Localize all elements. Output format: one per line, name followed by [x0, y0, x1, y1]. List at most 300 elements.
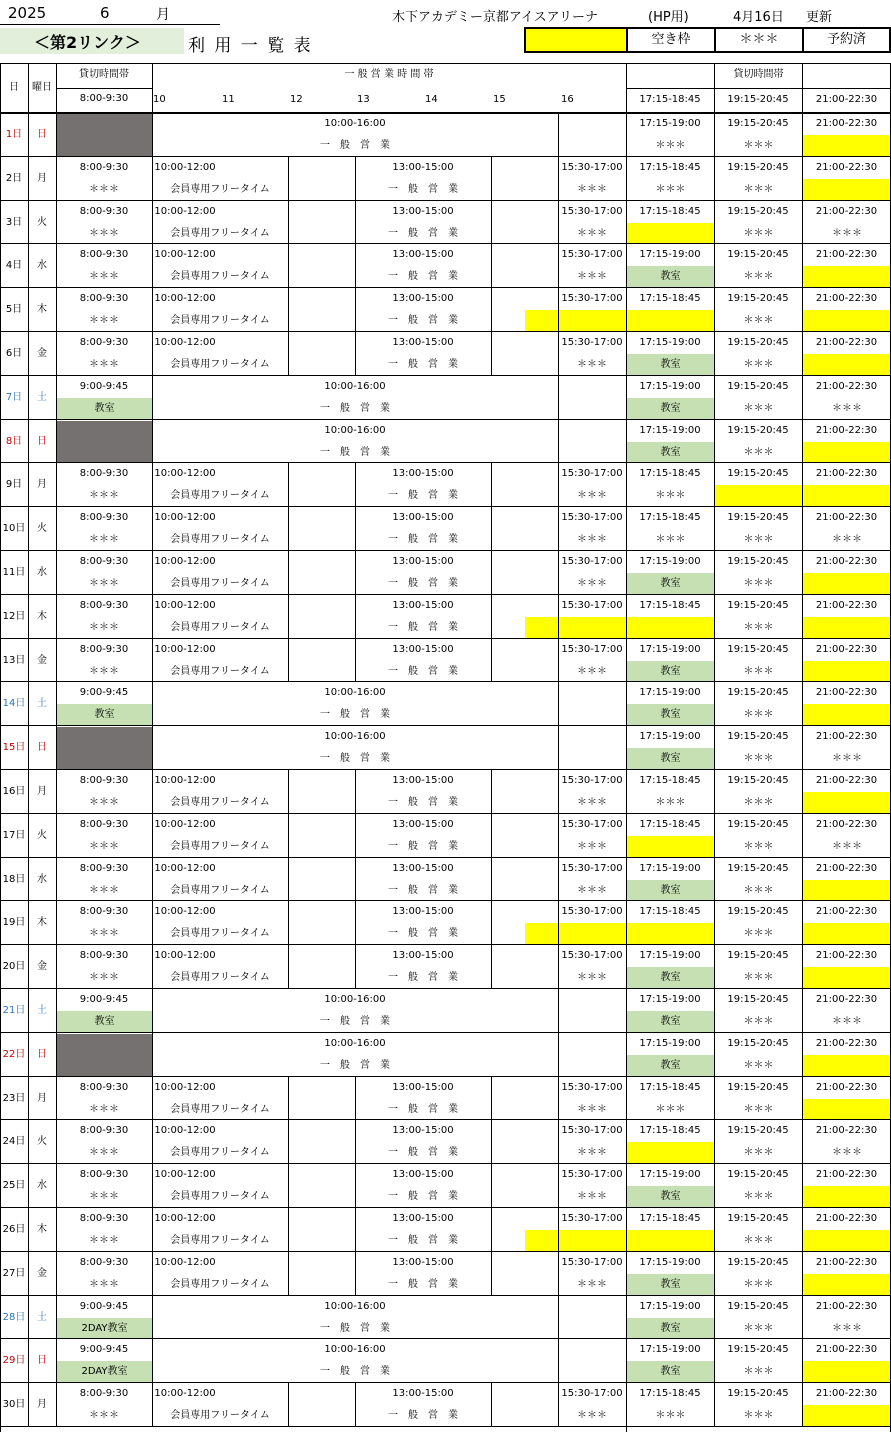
evening-status: ＊＊＊	[743, 1410, 774, 1421]
morning-status: 2DAY教室	[57, 1361, 152, 1383]
late-time: 15:30-17:00	[561, 600, 623, 611]
general-label: 一 般 営 業	[388, 534, 458, 545]
grid-line	[56, 1033, 57, 1077]
table-row	[0, 1252, 891, 1296]
evening-time: 21:00-22:30	[815, 162, 878, 173]
available-slot	[803, 880, 891, 901]
evening-time: 21:00-22:30	[815, 1125, 878, 1136]
free-time-time: 10:00-12:00	[154, 1169, 216, 1180]
grid-line	[802, 945, 803, 989]
late-status: ＊＊＊	[577, 1104, 607, 1115]
free-time-time: 10:00-12:00	[154, 819, 216, 830]
grid-line	[152, 157, 153, 201]
grid-line	[355, 1208, 356, 1252]
grid-line	[802, 1252, 803, 1296]
grid-line	[152, 945, 153, 989]
grid-line	[355, 288, 356, 332]
free-time-time: 10:00-12:00	[154, 468, 216, 479]
evening-status: ＊＊＊	[832, 841, 862, 852]
day-cell: 12日	[2, 611, 26, 622]
day-cell: 3日	[5, 217, 23, 228]
hour-label: 15	[493, 94, 506, 105]
weekday-cell: 土	[37, 1005, 47, 1016]
grid-line	[355, 507, 356, 551]
grid-line	[56, 814, 57, 858]
evening-time: 17:15-18:45	[639, 819, 701, 830]
general-time: 13:00-15:00	[392, 819, 454, 830]
evening-time: 19:15-20:45	[727, 337, 789, 348]
grid-line	[802, 814, 803, 858]
evening-time: 17:15-18:45	[639, 906, 701, 917]
evening-time: 19:15-20:45	[727, 950, 789, 961]
grid-line	[558, 1208, 559, 1252]
grid-line	[56, 1252, 57, 1296]
free-time-time: 10:00-12:00	[154, 644, 216, 655]
late-time: 15:30-17:00	[561, 1082, 623, 1093]
general-label: 一 般 営 業	[388, 228, 458, 239]
late-time: 15:30-17:00	[561, 1388, 623, 1399]
available-slot	[803, 1405, 891, 1427]
free-time-time: 10:00-12:00	[154, 775, 216, 786]
evening-status: ＊＊＊	[743, 228, 774, 239]
free-time-time: 10:00-12:00	[154, 512, 216, 523]
free-time-label: 会員専用フリータイム	[170, 1279, 270, 1290]
grid-line	[152, 814, 153, 858]
grid-line	[152, 989, 153, 1033]
evening-time: 21:00-22:30	[815, 819, 878, 830]
header-col-line	[802, 64, 803, 88]
general-label: 一 般 営 業	[388, 315, 458, 326]
grid-line	[491, 463, 492, 507]
legend-unavailable: ＊＊＊	[714, 27, 804, 53]
hour-label: 16	[561, 94, 574, 105]
weekend-general-label: 一 般 営 業	[320, 1323, 390, 1334]
evening-status: ＊＊＊	[743, 1279, 774, 1290]
grid-line	[288, 1077, 289, 1120]
evening-status: ＊＊＊	[832, 534, 862, 545]
free-time-label: 会員専用フリータイム	[170, 622, 270, 633]
day-cell: 24日	[2, 1136, 26, 1147]
weekend-general-time: 10:00-16:00	[324, 687, 386, 698]
grid-line	[288, 858, 289, 901]
available-slot	[803, 485, 891, 507]
evening-time: 21:00-22:30	[815, 381, 878, 392]
evening-status: 教室	[627, 880, 714, 901]
evening-slot-header: 19:15-20:45	[727, 94, 789, 105]
morning-status: ＊＊＊	[89, 1235, 119, 1246]
grid-line	[714, 288, 715, 332]
general-time: 13:00-15:00	[392, 600, 454, 611]
evening-time: 21:00-22:30	[815, 293, 878, 304]
morning-status: 2DAY教室	[57, 1318, 152, 1339]
evening-time: 19:15-20:45	[727, 600, 789, 611]
legend-available-swatch	[524, 27, 628, 53]
evening-status: ＊＊＊	[743, 1060, 774, 1071]
evening-time: 19:15-20:45	[727, 425, 789, 436]
grid-line	[802, 1208, 803, 1252]
grid-line	[28, 1164, 29, 1208]
table-row	[0, 1339, 891, 1383]
grid-line	[491, 945, 492, 989]
evening-status: ＊＊＊	[832, 1323, 862, 1334]
late-status: ＊＊＊	[577, 359, 607, 370]
grid-line	[714, 463, 715, 507]
update-label: 更新	[806, 10, 833, 25]
general-label: 一 般 営 業	[388, 928, 458, 939]
venue-name: 木下アカデミー京都アイスアリーナ	[392, 10, 599, 25]
evening-time: 17:15-19:00	[639, 950, 701, 961]
grid-line	[558, 770, 559, 814]
weekday-cell: 土	[37, 392, 47, 403]
table-row	[0, 682, 891, 726]
late-time: 15:30-17:00	[561, 249, 623, 260]
morning-time: 8:00-9:30	[79, 644, 129, 655]
evening-time: 19:15-20:45	[727, 644, 789, 655]
grid-line	[714, 507, 715, 551]
evening-time: 21:00-22:30	[815, 687, 878, 698]
table-row	[0, 770, 891, 814]
general-label: 一 般 営 業	[388, 490, 458, 501]
morning-status: ＊＊＊	[89, 271, 119, 282]
grid-line	[288, 1252, 289, 1296]
closed-morning-cell	[57, 727, 152, 770]
grid-line	[491, 288, 492, 332]
morning-time: 8:00-9:30	[79, 337, 129, 348]
header-col-line	[802, 88, 803, 113]
late-status: ＊＊＊	[577, 666, 607, 677]
grid-line	[56, 901, 57, 945]
evening-status: ＊＊＊	[655, 797, 686, 808]
late-available-fill	[525, 617, 626, 639]
morning-time: 8:00-9:30	[79, 950, 129, 961]
grid-line	[28, 726, 29, 770]
evening-time: 21:00-22:30	[815, 644, 878, 655]
free-time-label: 会員専用フリータイム	[170, 490, 270, 501]
evening-status: 教室	[627, 1011, 714, 1033]
morning-time: 8:00-9:30	[79, 600, 129, 611]
general-label: 一 般 営 業	[388, 184, 458, 195]
grid-line	[558, 858, 559, 901]
morning-status: ＊＊＊	[89, 1279, 119, 1290]
header-top-line	[0, 63, 891, 64]
header-col-line	[152, 88, 153, 113]
evening-status: ＊＊＊	[743, 972, 774, 983]
weekend-general-label: 一 般 営 業	[320, 447, 390, 458]
morning-time: 8:00-9:30	[79, 206, 129, 217]
evening-time: 17:15-19:00	[639, 249, 701, 260]
grid-line	[56, 332, 57, 376]
grid-line	[288, 157, 289, 201]
evening-time: 21:00-22:30	[815, 994, 878, 1005]
evening-time: 19:15-20:45	[727, 1257, 789, 1268]
grid-line	[714, 376, 715, 420]
available-slot	[803, 792, 891, 814]
evening-time: 21:00-22:30	[815, 1213, 878, 1224]
grid-line	[28, 1033, 29, 1077]
grid-line	[28, 1296, 29, 1339]
evening-time: 19:15-20:45	[727, 1301, 789, 1312]
evening-time: 17:15-19:00	[639, 118, 701, 129]
grid-line	[28, 332, 29, 376]
table-row	[0, 201, 891, 244]
morning-time: 8:00-9:30	[79, 293, 129, 304]
grid-line	[355, 814, 356, 858]
available-slot	[803, 266, 891, 288]
grid-line	[355, 1252, 356, 1296]
weekday-cell: 水	[37, 874, 47, 885]
free-time-label: 会員専用フリータイム	[170, 1191, 270, 1202]
grid-line	[491, 1383, 492, 1427]
grid-line	[28, 157, 29, 201]
evening-time: 17:15-19:00	[639, 1344, 701, 1355]
grid-line	[558, 201, 559, 244]
grid-line	[714, 1339, 715, 1383]
weekend-general-label: 一 般 営 業	[320, 1016, 390, 1027]
evening-time: 21:00-22:30	[815, 1038, 878, 1049]
weekday-cell: 火	[37, 523, 47, 534]
evening-time: 21:00-22:30	[815, 775, 878, 786]
grid-line	[558, 726, 559, 770]
morning-status: ＊＊＊	[89, 928, 119, 939]
col-weekday: 曜日	[32, 82, 52, 93]
general-time: 13:00-15:00	[392, 1082, 454, 1093]
free-time-time: 10:00-12:00	[154, 906, 216, 917]
grid-line	[714, 1383, 715, 1427]
grid-line	[714, 1208, 715, 1252]
evening-time: 21:00-22:30	[815, 249, 878, 260]
grid-line	[152, 463, 153, 507]
evening-status: ＊＊＊	[743, 797, 774, 808]
evening-time: 21:00-22:30	[815, 556, 878, 567]
grid-line	[714, 1120, 715, 1164]
evening-time: 17:15-19:00	[639, 994, 701, 1005]
grid-line	[28, 420, 29, 463]
morning-status: ＊＊＊	[89, 666, 119, 677]
evening-status: 教室	[627, 573, 714, 595]
hour-label: 12	[290, 94, 303, 105]
grid-line	[802, 420, 803, 463]
grid-line	[152, 507, 153, 551]
table-row	[0, 1033, 891, 1077]
grid-line	[558, 551, 559, 595]
header-col-line	[28, 64, 29, 88]
weekend-general-time: 10:00-16:00	[324, 1344, 386, 1355]
grid-line	[288, 201, 289, 244]
grid-line	[714, 639, 715, 682]
morning-time: 8:00-9:30	[79, 906, 129, 917]
grid-line	[558, 1077, 559, 1120]
weekday-cell: 月	[37, 786, 47, 797]
day-cell: 2日	[5, 173, 23, 184]
free-time-label: 会員専用フリータイム	[170, 534, 270, 545]
evening-time: 19:15-20:45	[727, 863, 789, 874]
evening-time: 17:15-18:45	[639, 512, 701, 523]
evening-time: 17:15-18:45	[639, 1213, 701, 1224]
morning-status: 教室	[57, 1011, 152, 1033]
grid-line	[152, 1383, 153, 1427]
late-time: 15:30-17:00	[561, 206, 623, 217]
morning-time: 8:00-9:30	[79, 819, 129, 830]
evening-time: 17:15-19:00	[639, 731, 701, 742]
evening-time: 21:00-22:30	[815, 118, 878, 129]
evening-time: 17:15-19:00	[639, 687, 701, 698]
table-row	[0, 507, 891, 551]
evening-status: ＊＊＊	[743, 622, 774, 633]
grid-line	[56, 1208, 57, 1252]
free-time-label: 会員専用フリータイム	[170, 1104, 270, 1115]
weekend-general-time: 10:00-16:00	[324, 1038, 386, 1049]
table-row	[0, 113, 891, 157]
grid-line	[714, 945, 715, 989]
grid-line	[56, 639, 57, 682]
free-time-time: 10:00-12:00	[154, 337, 216, 348]
grid-line	[355, 595, 356, 639]
evening-time: 19:15-20:45	[727, 687, 789, 698]
weekday-cell: 金	[37, 655, 47, 666]
table-title: 利 用 一 覧 表	[188, 36, 313, 56]
day-cell: 25日	[2, 1180, 26, 1191]
free-time-label: 会員専用フリータイム	[170, 228, 270, 239]
grid-line	[288, 463, 289, 507]
late-time: 15:30-17:00	[561, 1257, 623, 1268]
grid-line	[28, 1252, 29, 1296]
grid-line	[802, 157, 803, 201]
free-time-label: 会員専用フリータイム	[170, 359, 270, 370]
grid-line	[802, 1033, 803, 1077]
grid-line	[355, 901, 356, 945]
grid-line	[558, 945, 559, 989]
general-time: 13:00-15:00	[392, 1388, 454, 1399]
evening-status: ＊＊＊	[743, 578, 774, 589]
table-row	[0, 551, 891, 595]
table-row	[0, 288, 891, 332]
free-time-time: 10:00-12:00	[154, 950, 216, 961]
grid-line	[802, 858, 803, 901]
general-label: 一 般 営 業	[388, 666, 458, 677]
available-slot	[627, 923, 714, 945]
hour-label: 10	[153, 94, 166, 105]
morning-time: 8:00-9:30	[79, 556, 129, 567]
grid-line	[558, 244, 559, 288]
weekday-cell: 木	[37, 304, 47, 315]
grid-line	[355, 551, 356, 595]
grid-line	[714, 595, 715, 639]
grid-line	[802, 332, 803, 376]
grid-line	[355, 1120, 356, 1164]
day-cell: 28日	[2, 1312, 26, 1323]
grid-line	[355, 1164, 356, 1208]
general-label: 一 般 営 業	[388, 578, 458, 589]
late-available-fill	[525, 923, 626, 945]
grid-line	[802, 1383, 803, 1427]
table-row	[0, 1077, 891, 1120]
grid-line	[56, 1164, 57, 1208]
grid-line	[288, 1383, 289, 1427]
evening-status: ＊＊＊	[743, 1366, 774, 1377]
evening-status: ＊＊＊	[743, 1235, 774, 1246]
free-time-time: 10:00-12:00	[154, 1125, 216, 1136]
evening-time: 17:15-18:45	[639, 1125, 701, 1136]
evening-status: ＊＊＊	[743, 1191, 774, 1202]
general-label: 一 般 営 業	[388, 1410, 458, 1421]
general-label: 一 般 営 業	[388, 797, 458, 808]
grid-line	[802, 1077, 803, 1120]
evening-time: 17:15-18:45	[639, 162, 701, 173]
evening-time: 21:00-22:30	[815, 906, 878, 917]
evening-status: ＊＊＊	[655, 1410, 686, 1421]
table-row	[0, 1296, 891, 1339]
free-time-time: 10:00-12:00	[154, 556, 216, 567]
grid-line	[802, 1296, 803, 1339]
grid-line	[152, 420, 153, 463]
evening-time: 19:15-20:45	[727, 206, 789, 217]
morning-time: 8:00-9:30	[79, 512, 129, 523]
evening-status: 教室	[627, 967, 714, 989]
morning-status: ＊＊＊	[89, 1104, 119, 1115]
grid-line	[152, 551, 153, 595]
grid-line	[28, 1339, 29, 1383]
grid-line	[288, 551, 289, 595]
header-bottom-line	[0, 113, 891, 114]
evening-time: 21:00-22:30	[815, 600, 878, 611]
rink-name: ＜第2リンク＞	[34, 33, 141, 52]
available-slot	[627, 223, 714, 244]
grid-line	[152, 682, 153, 726]
weekday-cell: 金	[37, 961, 47, 972]
grid-line	[714, 1296, 715, 1339]
closed-morning-cell	[57, 421, 152, 463]
grid-line	[714, 201, 715, 244]
grid-line	[355, 639, 356, 682]
morning-time: 8:00-9:30	[79, 863, 129, 874]
col-day: 日	[9, 82, 19, 93]
grid-line	[152, 1339, 153, 1383]
evening-status: 教室	[627, 1274, 714, 1296]
hour-label: 11	[222, 94, 235, 105]
morning-time: 9:00-9:45	[79, 381, 129, 392]
weekday-cell: 木	[37, 1224, 47, 1235]
grid-line	[152, 1252, 153, 1296]
free-time-time: 10:00-12:00	[154, 249, 216, 260]
morning-time: 8:00-9:30	[79, 468, 129, 479]
grid-line	[491, 1252, 492, 1296]
weekday-cell: 日	[37, 436, 47, 447]
evening-status: ＊＊＊	[743, 885, 774, 896]
evening-status: 教室	[627, 266, 714, 288]
header-col-line	[56, 64, 57, 88]
evening-status: ＊＊＊	[743, 271, 774, 282]
day-cell: 9日	[5, 479, 23, 490]
grid-line	[355, 201, 356, 244]
day-cell: 17日	[2, 830, 26, 841]
evening-time: 17:15-19:00	[639, 1169, 701, 1180]
evening-status: ＊＊＊	[743, 359, 774, 370]
table-row	[0, 726, 891, 770]
grid-line	[714, 770, 715, 814]
grid-line	[28, 288, 29, 332]
day-cell: 1日	[5, 129, 23, 140]
free-time-label: 会員専用フリータイム	[170, 885, 270, 896]
table-row	[0, 639, 891, 682]
available-slot	[715, 485, 802, 507]
weekend-general-time: 10:00-16:00	[324, 994, 386, 1005]
evening-time: 19:15-20:45	[727, 1038, 789, 1049]
day-cell: 6日	[5, 348, 23, 359]
grid-line	[558, 113, 559, 157]
grid-line	[802, 1339, 803, 1383]
grid-line	[491, 1208, 492, 1252]
evening-time: 21:00-22:30	[815, 1344, 878, 1355]
